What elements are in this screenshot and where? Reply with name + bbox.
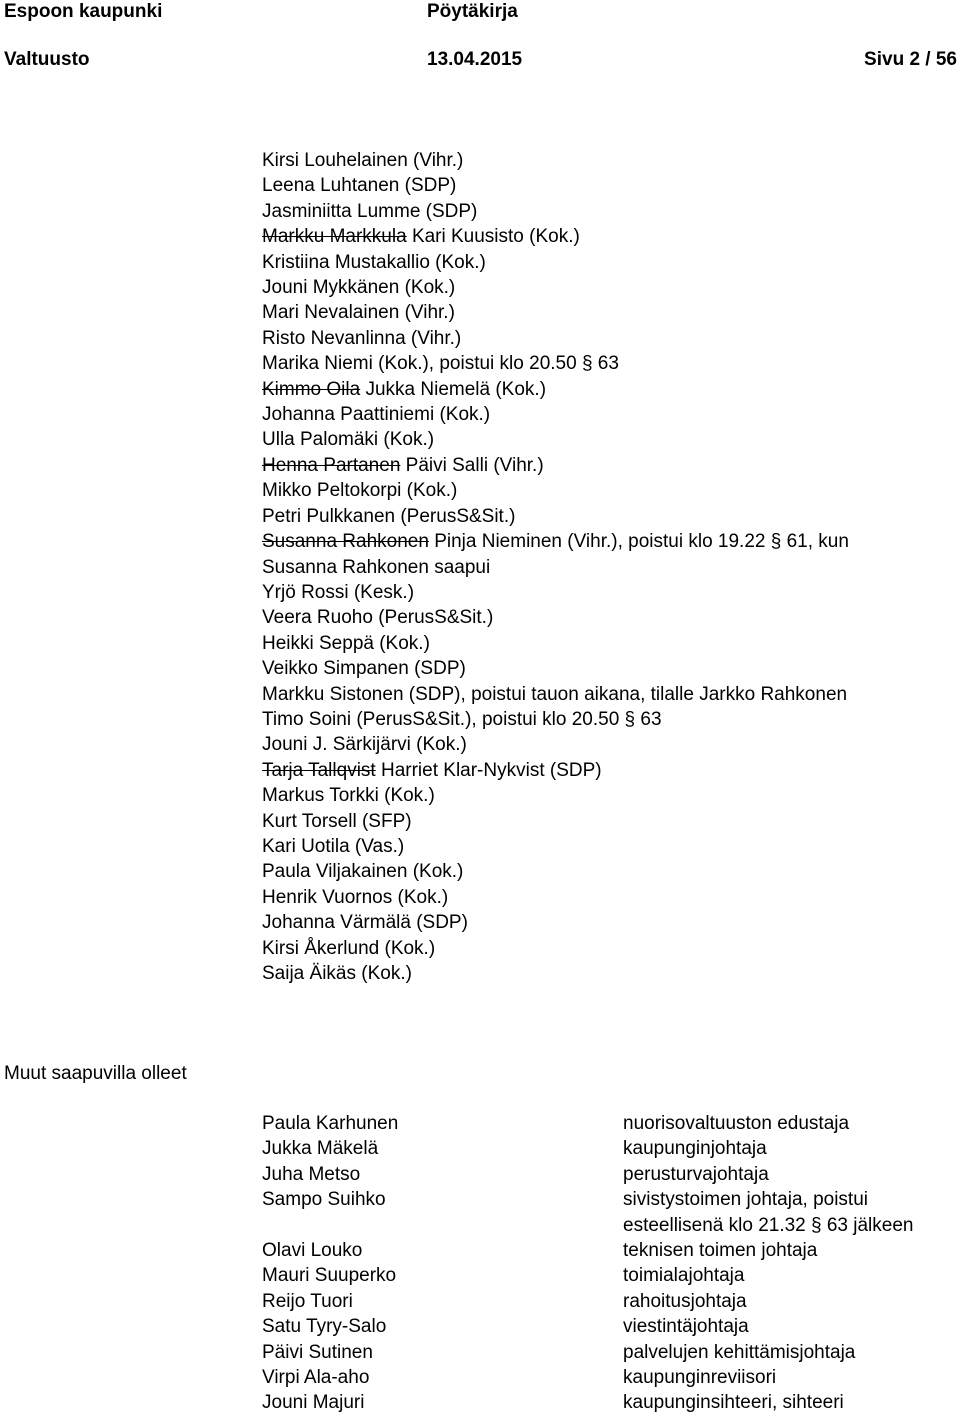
member-text: Henrik Vuornos (Kok.)	[262, 886, 449, 908]
attendee-name: Sampo Suihko	[262, 1189, 386, 1211]
member-text: Jasminiitta Lumme (SDP)	[262, 200, 478, 222]
member-item	[262, 885, 956, 910]
member-item	[262, 453, 956, 478]
attendee-row	[262, 1213, 960, 1238]
member-text: Risto Nevanlinna (Vihr.)	[262, 327, 462, 349]
organization-name: Espoon kaupunki	[4, 1, 163, 22]
member-item	[262, 961, 956, 986]
member-text: Kari Kuusisto (Kok.)	[411, 226, 580, 248]
member-text: Johanna Paattiniemi (Kok.)	[262, 404, 491, 426]
governing-body: Valtuusto	[4, 49, 90, 70]
member-text: Päivi Salli (Vihr.)	[405, 454, 544, 476]
attendee-name: Satu Tyry-Salo	[262, 1316, 387, 1338]
attendee-role: kaupunginjohtaja	[623, 1138, 767, 1160]
struck-member-name: Tarja Tallqvist	[262, 759, 376, 781]
council-members-list	[262, 148, 956, 986]
attendee-name: Jouni Majuri	[262, 1392, 365, 1414]
attendee-name: Olavi Louko	[262, 1240, 363, 1262]
member-text: Yrjö Rossi (Kesk.)	[262, 581, 415, 603]
member-text: Paula Viljakainen (Kok.)	[262, 861, 464, 883]
attendee-row	[262, 1136, 960, 1161]
member-item	[262, 555, 956, 580]
member-item	[262, 529, 956, 554]
member-item	[262, 809, 956, 834]
member-text: Kari Uotila (Vas.)	[262, 835, 405, 857]
member-text: Kirsi Louhelainen (Vihr.)	[262, 150, 464, 171]
member-item	[262, 656, 956, 681]
member-text: Harriet Klar-Nykvist (SDP)	[380, 759, 602, 781]
member-item	[262, 631, 956, 656]
attendee-row	[262, 1162, 960, 1187]
attendee-row	[262, 1111, 960, 1136]
meeting-date: 13.04.2015	[427, 49, 523, 70]
attendee-role: teknisen toimen johtaja	[623, 1240, 818, 1262]
member-item	[262, 682, 956, 707]
attendee-role: kaupunginsihteeri, sihteeri	[623, 1392, 844, 1414]
member-text: Jouni J. Särkijärvi (Kok.)	[262, 734, 467, 756]
attendee-row	[262, 1314, 960, 1339]
member-text: Kristiina Mustakallio (Kok.)	[262, 251, 486, 273]
member-text: Jukka Niemelä (Kok.)	[365, 378, 547, 400]
attendee-name: Juha Metso	[262, 1163, 361, 1185]
member-text: Veikko Simpanen (SDP)	[262, 658, 466, 680]
member-text: Susanna Rahkonen saapui	[262, 556, 491, 578]
attendee-role: toimialajohtaja	[623, 1265, 745, 1287]
member-text: Leena Luhtanen (SDP)	[262, 175, 457, 197]
member-item	[262, 936, 956, 961]
member-text: Johanna Värmälä (SDP)	[262, 912, 468, 934]
attendee-name: Virpi Ala-aho	[262, 1367, 370, 1389]
member-text: Heikki Seppä (Kok.)	[262, 632, 430, 654]
member-item	[262, 732, 956, 757]
attendee-row	[262, 1289, 960, 1314]
member-item	[262, 351, 956, 376]
member-item	[262, 605, 956, 630]
member-text: Kurt Torsell (SFP)	[262, 810, 412, 832]
struck-member-name: Markku Markkula	[262, 226, 407, 248]
struck-member-name: Susanna Rahkonen	[262, 531, 429, 553]
member-item	[262, 377, 956, 402]
member-item	[262, 224, 956, 249]
member-item	[262, 250, 956, 275]
attendee-role: palvelujen kehittämisjohtaja	[623, 1341, 856, 1363]
member-item	[262, 504, 956, 529]
member-item	[262, 199, 956, 224]
member-text: Jouni Mykkänen (Kok.)	[262, 277, 456, 299]
member-item	[262, 275, 956, 300]
member-item	[262, 478, 956, 503]
member-text: Markku Sistonen (SDP), poistui tauon aikana, tilalle Jarkko Rahkonen	[262, 683, 848, 705]
member-item	[262, 910, 956, 935]
member-item	[262, 148, 956, 173]
member-item	[262, 783, 956, 808]
attendee-role: perusturvajohtaja	[623, 1163, 769, 1185]
other-attendees-table	[262, 1111, 960, 1416]
attendee-row	[262, 1263, 960, 1288]
attendee-name: Mauri Suuperko	[262, 1265, 397, 1287]
attendee-name: Reijo Tuori	[262, 1290, 353, 1312]
attendee-row	[262, 1187, 960, 1212]
attendee-row	[262, 1390, 960, 1415]
attendee-role: kaupunginreviisori	[623, 1367, 777, 1389]
member-text: Markus Torkki (Kok.)	[262, 785, 435, 807]
member-item	[262, 580, 956, 605]
member-text: Marika Niemi (Kok.), poistui klo 20.50 § 63	[262, 353, 619, 375]
attendee-name	[262, 1213, 623, 1238]
attendee-name: Paula Karhunen	[262, 1113, 399, 1134]
member-item	[262, 834, 956, 859]
attendee-role: nuorisovaltuuston edustaja	[623, 1113, 850, 1134]
member-item	[262, 427, 956, 452]
struck-member-name: Kimmo Oila	[262, 378, 361, 400]
attendee-row	[262, 1365, 960, 1390]
attendee-name: Jukka Mäkelä	[262, 1138, 379, 1160]
attendee-role: esteellisenä klo 21.32 § 63 jälkeen	[623, 1214, 914, 1236]
attendee-name: Päivi Sutinen	[262, 1341, 373, 1363]
member-text: Pinja Nieminen (Vihr.), poistui klo 19.22 § 61, kun	[434, 531, 849, 553]
attendee-role: rahoitusjohtaja	[623, 1290, 747, 1312]
member-item	[262, 326, 956, 351]
document-type: Pöytäkirja	[427, 1, 518, 22]
member-item	[262, 173, 956, 198]
attendee-role: viestintäjohtaja	[623, 1316, 749, 1338]
other-attendees-heading: Muut saapuvilla olleet	[4, 1063, 187, 1084]
member-item	[262, 707, 956, 732]
attendee-role: sivistystoimen johtaja, poistui	[623, 1189, 868, 1211]
page-number: Sivu 2 / 56	[864, 49, 957, 70]
struck-member-name: Henna Partanen	[262, 454, 401, 476]
member-text: Kirsi Åkerlund (Kok.)	[262, 937, 436, 959]
member-text: Mari Nevalainen (Vihr.)	[262, 302, 455, 324]
member-text: Mikko Peltokorpi (Kok.)	[262, 480, 458, 502]
member-text: Timo Soini (PerusS&Sit.), poistui klo 20.50 § 63	[262, 708, 662, 730]
member-text: Saija Äikäs (Kok.)	[262, 963, 412, 984]
member-item	[262, 758, 956, 783]
member-item	[262, 402, 956, 427]
member-text: Veera Ruoho (PerusS&Sit.)	[262, 607, 494, 629]
attendee-row	[262, 1340, 960, 1365]
member-text: Petri Pulkkanen (PerusS&Sit.)	[262, 505, 516, 527]
member-text: Ulla Palomäki (Kok.)	[262, 429, 435, 451]
member-item	[262, 300, 956, 325]
member-item	[262, 859, 956, 884]
attendee-row	[262, 1238, 960, 1263]
